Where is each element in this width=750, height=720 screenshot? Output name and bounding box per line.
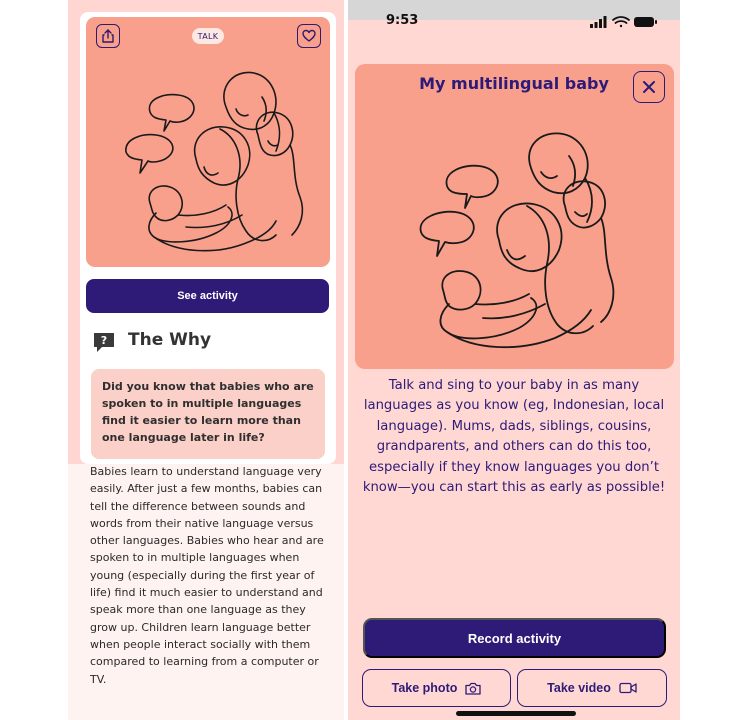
- battery-icon: [634, 17, 657, 27]
- activity-description: Talk and sing to your baby in as many languages as you know (eg, Indonesian, local language). Mums, dads, siblings, cousins, grandparents, and others can do this too, especially if they know languages you don’t know—you can start this as early as possible!: [362, 378, 666, 496]
- share-icon: [101, 29, 115, 43]
- did-you-know-text: Did you know that babies who are spoken to in multiple languages find it easier to learn more than one language later in life?: [102, 380, 314, 444]
- home-indicator: [456, 711, 576, 716]
- take-video-label: Take video: [547, 681, 611, 695]
- activity-illustration: [86, 17, 330, 267]
- take-video-button[interactable]: [517, 669, 667, 707]
- heart-icon: [302, 29, 316, 43]
- activity-illustration-large: [355, 64, 674, 369]
- svg-text:?: ?: [100, 334, 108, 347]
- camera-icon: [465, 682, 481, 695]
- section-title: The Why: [128, 330, 212, 350]
- see-activity-button[interactable]: See activity: [86, 279, 329, 313]
- category-tag: TALK: [192, 28, 224, 44]
- activity-title: My multilingual baby: [419, 74, 609, 93]
- favorite-button[interactable]: [297, 24, 321, 48]
- close-button[interactable]: [633, 71, 665, 103]
- family-talking-illustration: [355, 64, 674, 369]
- signal-icon: [590, 16, 607, 28]
- question-icon: [92, 330, 116, 354]
- close-icon: [642, 80, 656, 94]
- family-talking-illustration: [86, 17, 330, 267]
- take-photo-button[interactable]: [362, 669, 511, 707]
- wifi-icon: [613, 17, 629, 27]
- share-button[interactable]: [96, 24, 120, 48]
- record-activity-button[interactable]: Record activity: [363, 618, 666, 658]
- take-photo-label: Take photo: [391, 681, 458, 695]
- status-icons: [590, 14, 660, 28]
- status-time: 9:53: [386, 13, 419, 28]
- video-camera-icon: [619, 682, 637, 694]
- why-body-text: Babies learn to understand language very easily. After just a few months, babies can tell the difference between sounds and words from their native language versus other languages. Babies who hear and are spoken to in multiple languages when young (especially during the first year of life) find it much easier to understand and speak more than one language as they grow up. Children learn language better when people interact socially with them compared to learning from a computer or TV.: [90, 465, 324, 686]
